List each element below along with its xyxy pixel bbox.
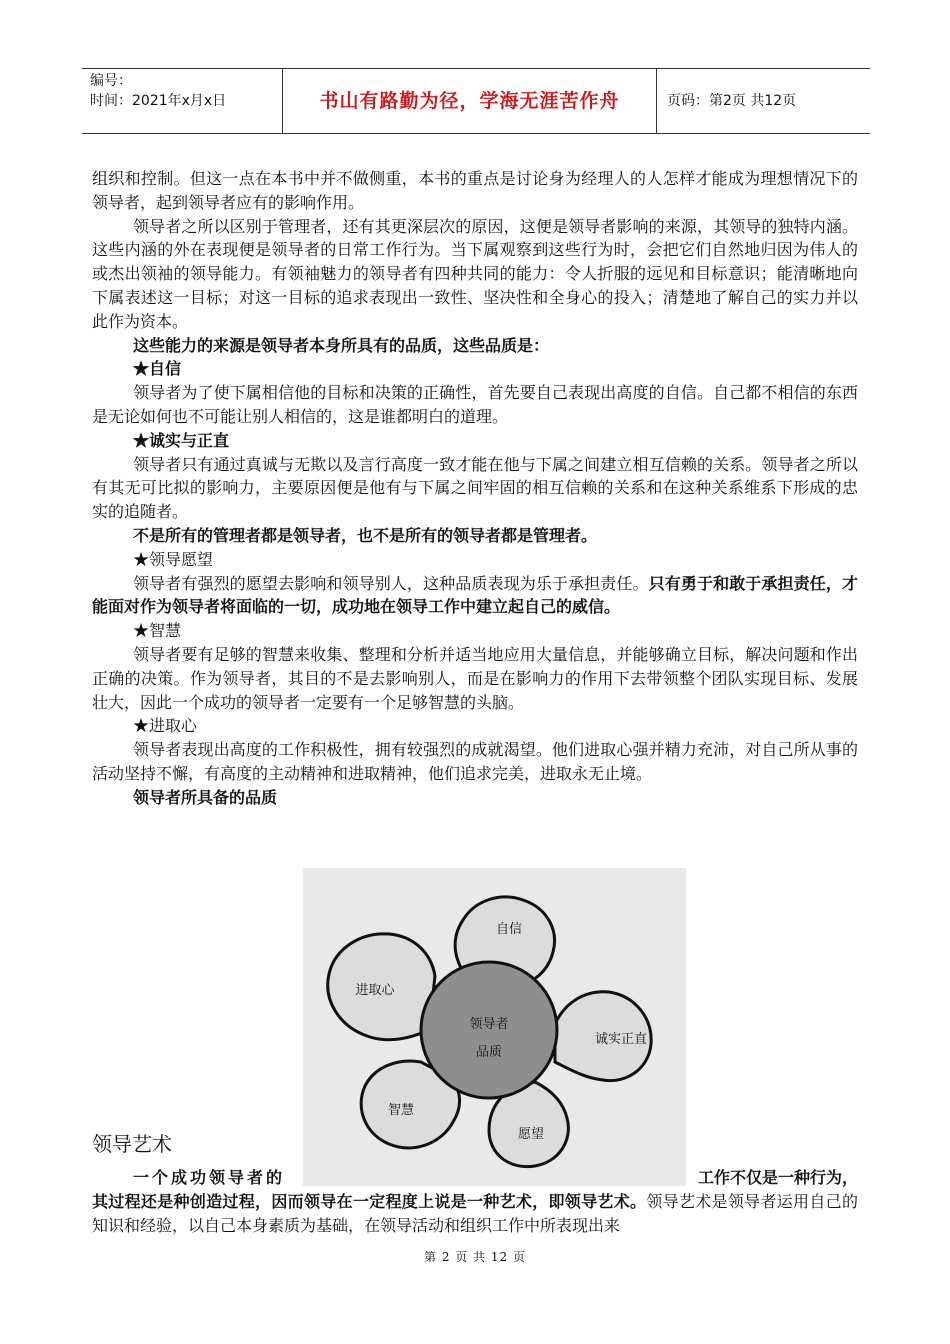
petal-label-confidence: 自信 — [495, 922, 523, 937]
time-label: 时间：2021年x月x日 — [90, 93, 227, 109]
paragraph: 领导者要有足够的智慧来收集、整理和分析并适当地应用大量信息，并能够确立目标，解决问题和作出正确的决策。作为领导者，其目的不是去影响别人，而是在影响力的作用下去带领整个团队实现目标、发展壮大，因此一个成功的领导者一定要有一个足够智慧的头脑。 — [92, 644, 858, 712]
paragraph-part: 领导者有强烈的愿望去影响和领导别人，这种品质表现为乐于承担责任。 — [133, 573, 649, 593]
tail-bold: 其过程还是种创造过程，因而领导在一定程度上说是一种艺术，即领导艺术。 — [92, 1192, 647, 1211]
paragraph: 领导者表现出高度的工作积极性，拥有较强烈的成就渴望。他们进取心强并精力充沛，对自己所从事的活动坚持不懈，有高度的主动精神和进取精神，他们追求完美，进取永无止境。 — [92, 740, 858, 783]
tail-paragraph — [92, 1190, 858, 1238]
header-table — [82, 68, 870, 134]
petal-label-desire: 愿望 — [517, 1127, 545, 1142]
quality-heading-wisdom: ★智慧 — [133, 621, 182, 641]
paragraph: 组织和控制。但这一点在本书中并不做侧重，本书的重点是讨论身为经理人的人怎样才能成为理想情况下的领导者，起到领导者应有的影响作用。 — [92, 169, 858, 212]
qualities-diagram — [303, 868, 686, 1186]
figure-caption: 领导者所具备的品质 — [133, 787, 278, 807]
center-label-line1: 领导者 — [469, 1017, 509, 1032]
paragraph — [92, 572, 858, 620]
paragraph: 领导者只有通过真诚与无欺以及言行高度一致才能在他与下属之间建立相互信赖的关系。领导者之所以有其无可比拟的影响力，主要原因便是他有与下属之间牢固的相互信赖的关系和在这种关系维系下形成的忠实的追随者。 — [92, 454, 858, 522]
quality-heading-drive: ★进取心 — [133, 716, 198, 736]
tail-line-1-left: 一个成功领导者的 — [133, 1168, 286, 1187]
paragraph-part-bold: 只有勇于和敢于承担责任，才能面对作为领导者将面临的一切，成功地在领导工作中建立起自己的威信。 — [92, 573, 858, 617]
paragraph: 领导者之所以区别于管理者，还有其更深层次的原因，这便是领导者影响的来源，其领导的独特内涵。这些内涵的外在表现便是领导者的日常工作行为。当下属观察到这些行为时，会把它们自然地归因为伟人的或杰出领袖的领导能力。有领袖魅力的领导者有四种共同的能力：令人折服的远见和目标意识；能清晰地向下属表述这一目标；对这一目标的追求表现出一致性、坚决性和全身心的投入；清楚地了解自己的实力并以此作为资本。 — [92, 216, 858, 331]
paragraph: 领导者为了使下属相信他的目标和决策的正确性，首先要自己表现出高度的自信。自己都不相信的东西是无论如何也不可能让别人相信的，这是谁都明白的道理。 — [92, 383, 858, 426]
paragraph-bold: 这些能力的来源是领导者本身所具有的品质，这些品质是： — [133, 335, 550, 355]
header-meta-cell — [82, 69, 283, 133]
body-text — [92, 167, 858, 810]
number-label: 编号： — [90, 73, 132, 89]
tail-line-1-right: 工作不仅是一种行为， — [697, 1168, 858, 1187]
quality-heading-honesty: ★诚实与正直 — [133, 430, 230, 450]
center-label-line2: 品质 — [475, 1045, 503, 1060]
quality-heading-confidence: ★自信 — [133, 359, 182, 379]
diagram-svg — [303, 868, 686, 1186]
quality-heading-desire: ★领导愿望 — [133, 549, 214, 569]
petal-label-drive: 进取心 — [355, 983, 395, 998]
tail-rest: 领导艺术是领导者运用自己的知识和经验，以自己本身素质为基础，在领导活动和组织工作中所表现出来 — [92, 1192, 858, 1235]
section-title: 领导艺术 — [92, 1132, 172, 1156]
paragraph-bold: 不是所有的管理者都是领导者，也不是所有的领导者都是管理者。 — [133, 525, 598, 545]
petal-label-wisdom: 智慧 — [387, 1103, 415, 1118]
page-info: 页码：第2页 共12页 — [667, 93, 797, 109]
page-footer: 第 2 页 共 12 页 — [424, 1250, 526, 1264]
petal-label-honesty: 诚实正直 — [594, 1032, 648, 1047]
motto: 书山有路勤为径，学海无涯苦作舟 — [283, 69, 657, 133]
